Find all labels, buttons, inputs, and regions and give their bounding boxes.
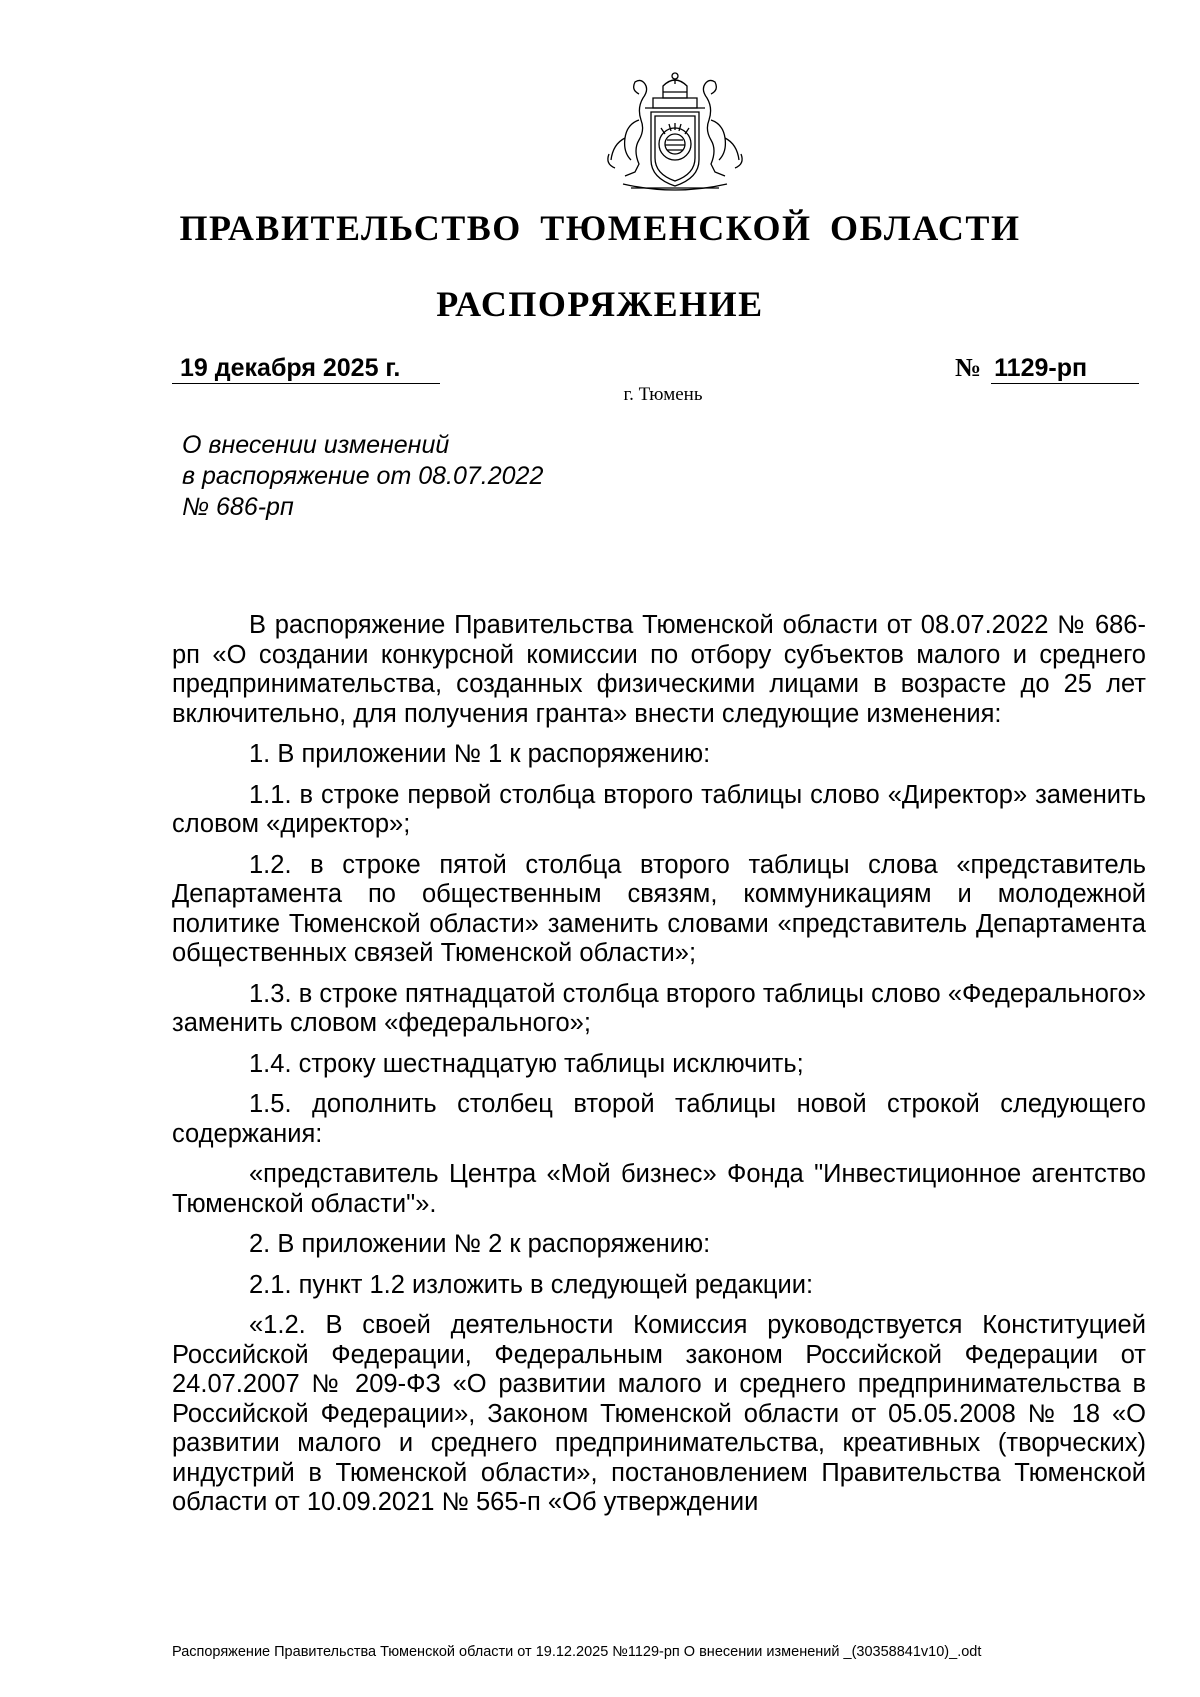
body-paragraph: 1.3. в строке пятнадцатой столбца второго таблицы слово «Федерального» заменить словом «федерального»;: [172, 979, 1146, 1037]
subject-line: О внесении изменений: [182, 431, 450, 459]
document-number-block: [955, 353, 1139, 383]
document-subject: [182, 430, 682, 523]
body-paragraph: 1. В приложении № 1 к распоряжению:: [249, 740, 711, 768]
coat-of-arms-emblem: [595, 68, 755, 196]
document-date: 19 декабря 2025 г.: [172, 353, 440, 384]
document-number: 1129-рп: [991, 353, 1139, 384]
body-paragraph: 1.2. в строке пятой столбца второго таблицы слова «представитель Департамента по общественным связям, коммуникациям и молодежной политике Тюменской области» заменить словами «представитель Департамента общественных связей Тюменской области»;: [172, 850, 1146, 967]
organization-title: ПРАВИТЕЛЬСТВО ТЮМЕНСКОЙ ОБЛАСТИ: [179, 208, 1021, 248]
body-paragraph: «представитель Центра «Мой бизнес» Фонда "Инвестиционное агентство Тюменской области"».: [172, 1160, 1146, 1218]
body-paragraph: 1.1. в строке первой столбца второго таблицы слово «Директор» заменить словом «директор»;: [172, 780, 1146, 838]
document-type-title: РАСПОРЯЖЕНИЕ: [436, 284, 764, 324]
body-paragraph: 2. В приложении № 2 к распоряжению:: [249, 1230, 711, 1258]
subject-line: в распоряжение от 08.07.2022: [182, 462, 544, 490]
body-paragraph: В распоряжение Правительства Тюменской области от 08.07.2022 № 686-рп «О создании конкурсной комиссии по отбору субъектов малого и среднего предпринимательства, созданных физическими лицами в возрасте до 25 лет включительно, для получения гранта» внести следующие изменения:: [172, 611, 1146, 728]
document-city: г. Тюмень: [623, 384, 703, 405]
number-sign: №: [955, 353, 982, 382]
body-paragraph: «1.2. В своей деятельности Комиссия руководствуется Конституцией Российской Федерации, Федеральным законом Российской Федерации от 24.07.2007 № 209-ФЗ «О развитии малого и среднего предпринимательства в Российской Федерации», Законом Тюменской области от 05.05.2008 № 18 «О развитии малого и среднего предпринимательства, креативных (творческих) индустрий в Тюменской области», постановлением Правительства Тюменской области от 10.09.2021 № 565-п «Об утверждении: [172, 1311, 1146, 1516]
body-paragraph: 1.5. дополнить столбец второй таблицы новой строкой следующего содержания:: [172, 1090, 1146, 1148]
body-paragraph: 1.4. строку шестнадцатую таблицы исключить;: [249, 1049, 804, 1078]
subject-line: № 686-рп: [182, 493, 294, 521]
document-footer: Распоряжение Правительства Тюменской области от 19.12.2025 №1129-рп О внесении изменений _(30358841v10)_.odt: [172, 1644, 982, 1660]
body-paragraph: 2.1. пункт 1.2 изложить в следующей редакции:: [249, 1270, 814, 1299]
document-body: [172, 611, 1146, 1529]
